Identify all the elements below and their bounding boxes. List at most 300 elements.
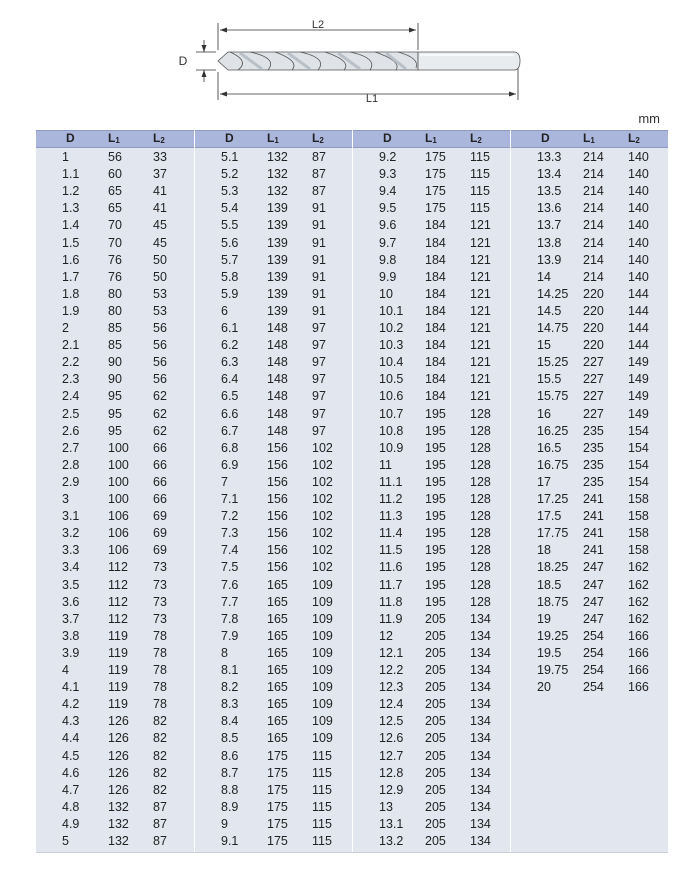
cell-flute-length: 97: [312, 406, 326, 421]
table-row: [511, 508, 669, 525]
cell-overall-length: 214: [583, 269, 604, 284]
cell-flute-length: 102: [312, 560, 333, 575]
cell-overall-length: 220: [583, 338, 604, 353]
cell-flute-length: 41: [153, 201, 167, 216]
cell-overall-length: 214: [583, 218, 604, 233]
cell-flute-length: 69: [153, 526, 167, 541]
cell-diameter: 13.3: [537, 150, 562, 164]
cell-diameter: 18.5: [537, 577, 562, 592]
cell-overall-length: 132: [267, 167, 288, 182]
cell-overall-length: 156: [267, 560, 288, 575]
cell-flute-length: 87: [312, 167, 326, 182]
table-row: [195, 816, 353, 833]
cell-overall-length: 112: [108, 560, 128, 575]
cell-flute-length: 97: [312, 338, 326, 353]
table-row: [353, 166, 511, 183]
cell-overall-length: 175: [267, 799, 288, 814]
cell-flute-length: 140: [628, 184, 649, 199]
cell-diameter: 19.75: [537, 663, 569, 677]
header-l2: $L_2$: [312, 131, 324, 145]
table-row: [36, 816, 194, 833]
cell-diameter: 15: [537, 338, 551, 353]
cell-overall-length: 85: [108, 338, 122, 353]
cell-diameter: 6: [221, 303, 228, 318]
cell-overall-length: 175: [267, 816, 288, 831]
cell-diameter: 4.9: [62, 816, 80, 831]
cell-flute-length: 134: [470, 748, 491, 763]
cell-diameter: 1.7: [62, 269, 80, 284]
table-row: [36, 149, 194, 166]
cell-overall-length: 148: [267, 321, 288, 335]
table-row: [511, 628, 669, 645]
cell-diameter: 4.6: [62, 765, 80, 780]
cell-overall-length: 241: [583, 526, 604, 541]
cell-overall-length: 254: [583, 663, 604, 677]
table-row: [353, 303, 511, 320]
table-row: [195, 457, 353, 474]
cell-flute-length: 73: [153, 577, 167, 592]
cell-overall-length: 119: [108, 697, 128, 712]
table-row: [353, 406, 511, 423]
cell-overall-length: 156: [267, 474, 288, 489]
cell-diameter: 9.9: [379, 269, 397, 284]
cell-diameter: 12.3: [379, 680, 404, 695]
cell-flute-length: 91: [312, 303, 326, 318]
cell-flute-length: 109: [312, 697, 333, 712]
cell-diameter: 13.9: [537, 252, 562, 267]
cell-overall-length: 205: [425, 714, 446, 729]
cell-overall-length: 126: [108, 748, 129, 763]
table-row: [195, 594, 353, 611]
table-row: [36, 200, 194, 217]
cell-flute-length: 33: [153, 150, 167, 164]
cell-flute-length: 56: [153, 372, 167, 387]
cell-flute-length: 102: [312, 440, 333, 455]
cell-overall-length: 165: [267, 594, 288, 609]
table-row: [36, 491, 194, 508]
table-row: [195, 423, 353, 440]
table-column-group: [352, 130, 511, 852]
cell-overall-length: 205: [425, 816, 446, 831]
table-row: [195, 474, 353, 491]
header-l1: $L_1$: [425, 131, 437, 145]
cell-flute-length: 128: [470, 560, 491, 575]
table-row: [353, 474, 511, 491]
table-row: [195, 611, 353, 628]
cell-diameter: 1.9: [62, 303, 80, 318]
cell-overall-length: 132: [267, 150, 288, 164]
cell-flute-length: 162: [628, 560, 649, 575]
cell-flute-length: 144: [628, 321, 649, 335]
cell-overall-length: 195: [425, 474, 446, 489]
cell-diameter: 4.7: [62, 782, 80, 797]
cell-diameter: 1.4: [62, 218, 80, 233]
cell-overall-length: 175: [425, 201, 446, 216]
table-row: [36, 166, 194, 183]
cell-flute-length: 82: [153, 731, 167, 746]
cell-overall-length: 100: [108, 440, 129, 455]
table-row: [511, 440, 669, 457]
table-row: [36, 645, 194, 662]
cell-diameter: 8.9: [221, 799, 239, 814]
cell-flute-length: 140: [628, 150, 649, 164]
cell-overall-length: 112: [108, 594, 128, 609]
cell-diameter: 9.3: [379, 167, 397, 182]
cell-diameter: 12.5: [379, 714, 404, 729]
cell-flute-length: 78: [153, 697, 167, 712]
cell-overall-length: 195: [425, 594, 446, 609]
cell-diameter: 11.5: [379, 543, 403, 558]
cell-diameter: 11.9: [379, 611, 403, 626]
cell-overall-length: 148: [267, 389, 288, 404]
cell-diameter: 7.7: [221, 594, 239, 609]
cell-flute-length: 121: [470, 252, 491, 267]
cell-overall-length: 139: [267, 235, 288, 250]
table-column-group: [36, 130, 194, 852]
cell-overall-length: 205: [425, 645, 446, 660]
cell-diameter: 1.2: [62, 184, 80, 199]
cell-overall-length: 195: [425, 492, 446, 506]
cell-overall-length: 148: [267, 338, 288, 353]
cell-overall-length: 119: [108, 645, 128, 660]
cell-diameter: 5.2: [221, 167, 239, 182]
table-row: [195, 765, 353, 782]
cell-flute-length: 140: [628, 218, 649, 233]
cell-diameter: 4.5: [62, 748, 80, 763]
cell-flute-length: 154: [628, 474, 649, 489]
cell-flute-length: 102: [312, 492, 333, 506]
cell-overall-length: 70: [108, 235, 122, 250]
cell-flute-length: 134: [470, 628, 491, 643]
cell-diameter: 17.5: [537, 509, 562, 524]
cell-flute-length: 140: [628, 235, 649, 250]
cell-diameter: 12.8: [379, 765, 404, 780]
cell-diameter: 3: [62, 492, 69, 506]
cell-flute-length: 134: [470, 611, 491, 626]
table-row: [353, 217, 511, 234]
cell-flute-length: 66: [153, 457, 167, 472]
header-l2: $L_2$: [470, 131, 482, 145]
cell-overall-length: 195: [425, 440, 446, 455]
cell-flute-length: 50: [153, 252, 167, 267]
cell-flute-length: 162: [628, 577, 649, 592]
cell-flute-length: 115: [470, 201, 490, 216]
cell-overall-length: 95: [108, 423, 122, 438]
table-row: [36, 235, 194, 252]
cell-flute-length: 102: [312, 509, 333, 524]
cell-diameter: 11.6: [379, 560, 403, 575]
cell-overall-length: 184: [425, 321, 446, 335]
cell-overall-length: 205: [425, 799, 446, 814]
cell-diameter: 1.8: [62, 286, 80, 301]
table-row: [511, 406, 669, 423]
cell-overall-length: 148: [267, 406, 288, 421]
cell-flute-length: 97: [312, 372, 326, 387]
cell-flute-length: 56: [153, 321, 167, 335]
cell-diameter: 1.5: [62, 235, 80, 250]
cell-diameter: 3.8: [62, 628, 80, 643]
cell-overall-length: 100: [108, 457, 129, 472]
table-row: [36, 423, 194, 440]
cell-flute-length: 109: [312, 577, 333, 592]
cell-diameter: 3.3: [62, 543, 80, 558]
table-row: [353, 525, 511, 542]
cell-flute-length: 62: [153, 406, 167, 421]
cell-flute-length: 69: [153, 543, 167, 558]
cell-diameter: 12.9: [379, 782, 404, 797]
cell-overall-length: 195: [425, 509, 446, 524]
table-row: [353, 765, 511, 782]
table-row: [511, 611, 669, 628]
cell-flute-length: 50: [153, 269, 167, 284]
cell-overall-length: 106: [108, 543, 129, 558]
table-row: [195, 440, 353, 457]
cell-diameter: 9: [221, 816, 228, 831]
cell-flute-length: 82: [153, 782, 167, 797]
cell-diameter: 6.8: [221, 440, 239, 455]
cell-flute-length: 102: [312, 457, 333, 472]
cell-diameter: 13.7: [537, 218, 562, 233]
table-row: [353, 833, 511, 850]
cell-overall-length: 184: [425, 269, 446, 284]
cell-diameter: 7.4: [221, 543, 239, 558]
cell-flute-length: 97: [312, 423, 326, 438]
cell-flute-length: 121: [470, 372, 491, 387]
table-row: [195, 662, 353, 679]
table-row: [353, 354, 511, 371]
cell-diameter: 13.5: [537, 184, 562, 199]
table-row: [353, 269, 511, 286]
table-row: [353, 662, 511, 679]
cell-overall-length: 235: [583, 423, 604, 438]
cell-flute-length: 97: [312, 355, 326, 370]
table-row: [353, 799, 511, 816]
cell-overall-length: 126: [108, 782, 129, 797]
cell-diameter: 16.75: [537, 457, 569, 472]
table-row: [353, 748, 511, 765]
cell-diameter: 4.1: [62, 680, 80, 695]
cell-flute-length: 66: [153, 474, 167, 489]
cell-overall-length: 227: [583, 406, 604, 421]
cell-overall-length: 156: [267, 457, 288, 472]
cell-overall-length: 195: [425, 406, 446, 421]
cell-diameter: 3.5: [62, 577, 80, 592]
cell-overall-length: 175: [267, 782, 288, 797]
cell-flute-length: 134: [470, 731, 491, 746]
table-row: [353, 577, 511, 594]
cell-flute-length: 134: [470, 816, 491, 831]
cell-diameter: 8.5: [221, 731, 239, 746]
table-row: [195, 200, 353, 217]
cell-diameter: 4: [62, 663, 69, 677]
cell-flute-length: 149: [628, 355, 649, 370]
table-row: [36, 406, 194, 423]
cell-flute-length: 166: [628, 628, 649, 643]
cell-diameter: 11.1: [379, 474, 403, 489]
cell-overall-length: 165: [267, 611, 288, 626]
cell-diameter: 9.8: [379, 252, 397, 267]
cell-flute-length: 53: [153, 303, 167, 318]
table-row: [511, 474, 669, 491]
cell-flute-length: 134: [470, 799, 491, 814]
table-row: [511, 235, 669, 252]
cell-diameter: 19: [537, 611, 551, 626]
cell-flute-length: 73: [153, 611, 167, 626]
table-row: [353, 559, 511, 576]
cell-flute-length: 128: [470, 474, 491, 489]
cell-flute-length: 87: [153, 834, 167, 848]
table-row: [511, 337, 669, 354]
cell-flute-length: 109: [312, 611, 333, 626]
table-row: [36, 252, 194, 269]
cell-overall-length: 220: [583, 303, 604, 318]
cell-overall-length: 214: [583, 167, 604, 182]
cell-overall-length: 205: [425, 782, 446, 797]
table-row: [36, 782, 194, 799]
table-row: [353, 491, 511, 508]
cell-diameter: 11.4: [379, 526, 403, 541]
table-row: [195, 833, 353, 850]
cell-diameter: 13.2: [379, 834, 404, 848]
table-row: [353, 337, 511, 354]
cell-overall-length: 165: [267, 663, 288, 677]
cell-diameter: 12.2: [379, 663, 404, 677]
cell-flute-length: 121: [470, 286, 491, 301]
cell-overall-length: 106: [108, 509, 129, 524]
cell-diameter: 3.2: [62, 526, 80, 541]
cell-overall-length: 156: [267, 526, 288, 541]
table-row: [36, 748, 194, 765]
table-row: [36, 457, 194, 474]
cell-overall-length: 106: [108, 526, 129, 541]
table-row: [36, 611, 194, 628]
table-row: [195, 337, 353, 354]
cell-overall-length: 184: [425, 218, 446, 233]
cell-diameter: 15.75: [537, 389, 569, 404]
cell-flute-length: 162: [628, 594, 649, 609]
header-l1: $L_1$: [267, 131, 279, 145]
cell-overall-length: 220: [583, 286, 604, 301]
table-row: [511, 388, 669, 405]
cell-flute-length: 97: [312, 321, 326, 335]
table-row: [511, 525, 669, 542]
table-row: [353, 423, 511, 440]
cell-diameter: 8: [221, 645, 228, 660]
table-row: [195, 149, 353, 166]
table-row: [511, 577, 669, 594]
cell-flute-length: 121: [470, 269, 491, 284]
cell-diameter: 1: [62, 150, 69, 164]
table-row: [353, 320, 511, 337]
table-row: [353, 679, 511, 696]
cell-overall-length: 214: [583, 252, 604, 267]
table-row: [36, 371, 194, 388]
cell-diameter: 5.9: [221, 286, 239, 301]
cell-diameter: 1.6: [62, 252, 80, 267]
cell-flute-length: 134: [470, 663, 491, 677]
cell-overall-length: 126: [108, 765, 129, 780]
header-d: D: [383, 131, 392, 145]
cell-overall-length: 241: [583, 509, 604, 524]
table-row: [353, 730, 511, 747]
cell-diameter: 2.2: [62, 355, 80, 370]
cell-flute-length: 115: [312, 782, 332, 797]
cell-diameter: 14.5: [537, 303, 562, 318]
cell-flute-length: 121: [470, 321, 491, 335]
cell-diameter: 4.4: [62, 731, 80, 746]
table-row: [195, 577, 353, 594]
cell-diameter: 11.2: [379, 492, 403, 506]
table-row: [36, 183, 194, 200]
table-row: [353, 200, 511, 217]
cell-flute-length: 134: [470, 782, 491, 797]
cell-flute-length: 115: [470, 184, 490, 199]
cell-overall-length: 148: [267, 423, 288, 438]
cell-flute-length: 87: [153, 816, 167, 831]
cell-flute-length: 140: [628, 252, 649, 267]
cell-overall-length: 156: [267, 492, 288, 506]
table-row: [36, 525, 194, 542]
cell-flute-length: 134: [470, 645, 491, 660]
cell-diameter: 8.2: [221, 680, 239, 695]
table-row: [36, 833, 194, 850]
table-row: [511, 423, 669, 440]
cell-diameter: 14.75: [537, 321, 569, 335]
table-row: [353, 440, 511, 457]
cell-overall-length: 90: [108, 372, 122, 387]
cell-flute-length: 78: [153, 663, 167, 677]
cell-overall-length: 184: [425, 355, 446, 370]
cell-diameter: 3.1: [62, 509, 80, 524]
cell-diameter: 3.6: [62, 594, 80, 609]
cell-diameter: 6.6: [221, 406, 239, 421]
cell-flute-length: 144: [628, 338, 649, 353]
cell-overall-length: 119: [108, 680, 128, 695]
table-row: [511, 645, 669, 662]
table-row: [195, 508, 353, 525]
cell-overall-length: 205: [425, 611, 446, 626]
cell-flute-length: 102: [312, 526, 333, 541]
cell-diameter: 20: [537, 680, 551, 695]
table-row: [511, 371, 669, 388]
table-row: [36, 440, 194, 457]
table-row: [353, 235, 511, 252]
l1-dimension-label: L1: [365, 93, 379, 105]
cell-flute-length: 158: [628, 492, 649, 506]
table-row: [195, 799, 353, 816]
cell-flute-length: 78: [153, 645, 167, 660]
table-row: [36, 337, 194, 354]
cell-flute-length: 128: [470, 406, 491, 421]
cell-diameter: 2.6: [62, 423, 80, 438]
cell-diameter: 7.6: [221, 577, 239, 592]
cell-diameter: 10.4: [379, 355, 404, 370]
cell-diameter: 5.7: [221, 252, 239, 267]
cell-diameter: 15.25: [537, 355, 569, 370]
table-row: [353, 645, 511, 662]
cell-diameter: 10.6: [379, 389, 404, 404]
cell-overall-length: 205: [425, 663, 446, 677]
table-row: [195, 713, 353, 730]
cell-flute-length: 73: [153, 594, 167, 609]
cell-diameter: 8.7: [221, 765, 239, 780]
cell-diameter: 10: [379, 286, 393, 301]
cell-overall-length: 139: [267, 201, 288, 216]
cell-diameter: 2.3: [62, 372, 80, 387]
cell-overall-length: 227: [583, 389, 604, 404]
table-row: [353, 457, 511, 474]
cell-diameter: 10.3: [379, 338, 404, 353]
